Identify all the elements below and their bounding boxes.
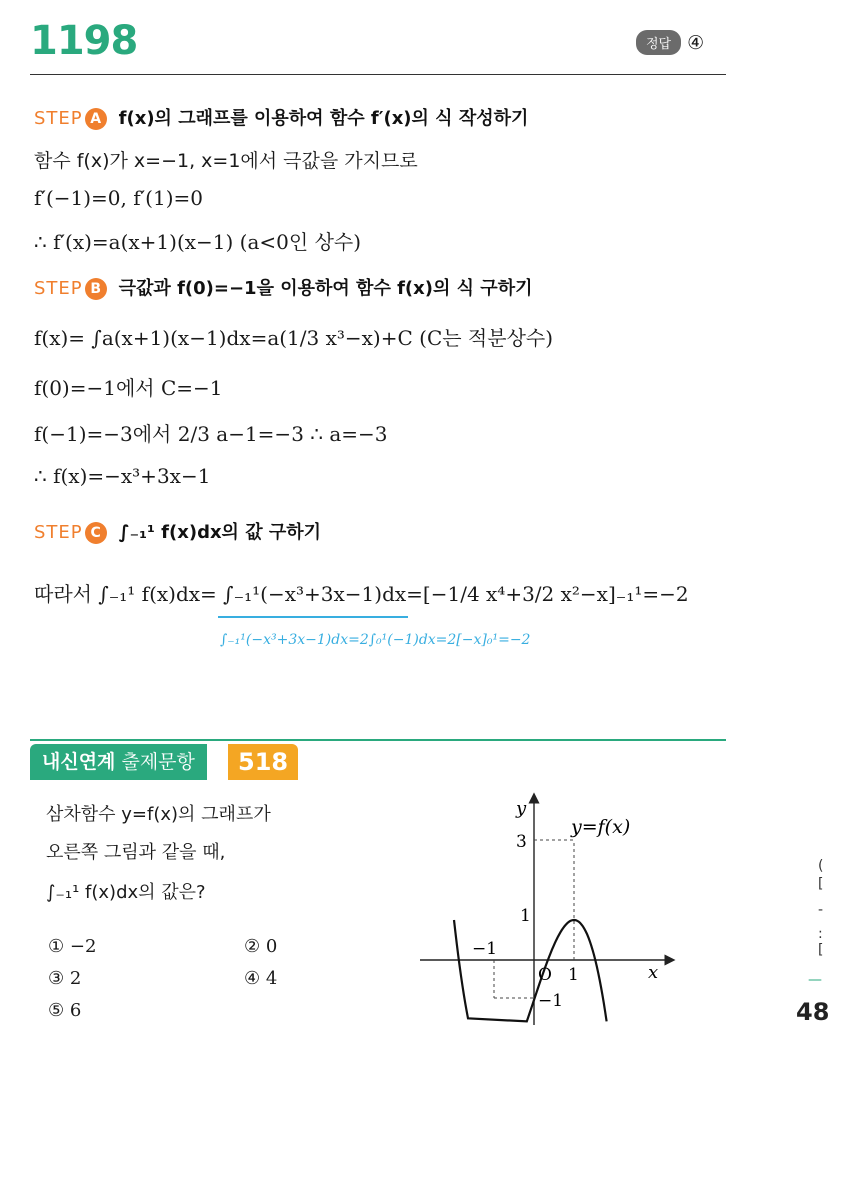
step-a-heading — [34, 104, 528, 130]
step-a-line-1: 함수 f(x)가 x=−1, x=1에서 극값을 가지므로 — [34, 150, 418, 172]
y-tick-1: 1 — [520, 906, 531, 926]
answer-value: ④ — [687, 31, 705, 54]
step-c-hint: ∫₋₁¹(−x³+3x−1)dx=2∫₀¹(−1)dx=2[−x]₀¹=−2 — [220, 632, 531, 648]
side-char-5: [ — [818, 942, 824, 958]
step-a-title: f(x)의 그래프를 이용하여 함수 f′(x)의 식 작성하기 — [118, 108, 529, 129]
side-char-2: [ — [818, 876, 824, 892]
answer-box — [636, 30, 704, 55]
side-char-1: ( — [818, 858, 824, 874]
x-tick-1: 1 — [568, 965, 579, 985]
step-b-heading — [34, 274, 532, 300]
banner-rule — [30, 739, 726, 741]
question-line-3: ∫₋₁¹ f(x)dx의 값은? — [46, 882, 206, 903]
side-char-6: — — [808, 972, 822, 988]
curve-label: y=f(x) — [571, 816, 631, 838]
step-a-label: STEP — [34, 108, 83, 129]
banner-tag-bold: 내신연계 — [42, 751, 116, 773]
step-b-title: 극값과 f(0)=−1을 이용하여 함수 f(x)의 식 구하기 — [118, 278, 533, 299]
choice-1[interactable]: ① −2 — [48, 936, 97, 957]
question-line-1: 삼차함수 y=f(x)의 그래프가 — [46, 804, 271, 825]
problem-number: 1198 — [30, 18, 138, 64]
choice-3[interactable]: ③ 2 — [48, 968, 82, 989]
choice-4[interactable]: ④ 4 — [244, 968, 278, 989]
x-tick-minus-1: −1 — [472, 939, 498, 959]
banner-tag — [30, 744, 207, 780]
step-a-line-3: ∴ f′(x)=a(x+1)(x−1) (a<0인 상수) — [34, 230, 362, 254]
step-b-letter: B — [85, 278, 107, 300]
side-char-3: - — [818, 902, 824, 918]
page-number: 48 — [796, 998, 830, 1026]
step-b-line-2: f(0)=−1에서 C=−1 — [34, 376, 223, 400]
step-c-title: ∫₋₁¹ f(x)dx의 값 구하기 — [118, 522, 322, 543]
answer-badge: 정답 — [636, 30, 681, 55]
step-a-line-2: f′(−1)=0, f′(1)=0 — [34, 186, 203, 210]
choice-5[interactable]: ⑤ 6 — [48, 1000, 82, 1021]
step-b-line-1: f(x)= ∫a(x+1)(x−1)dx=a(1/3 x³−x)+C (C는 적분상수) — [34, 326, 554, 350]
header-divider — [30, 74, 726, 75]
choice-2[interactable]: ② 0 — [244, 936, 278, 957]
banner-tag-normal: 출제문항 — [121, 751, 195, 773]
y-axis-label: y — [516, 798, 527, 819]
question-line-2: 오른쪽 그림과 같을 때, — [46, 842, 226, 863]
y-tick-3: 3 — [516, 832, 527, 852]
step-b-line-3: f(−1)=−3에서 2/3 a−1=−3 ∴ a=−3 — [34, 422, 388, 446]
step-c-letter: C — [85, 522, 107, 544]
step-c-heading — [34, 518, 321, 544]
step-b-label: STEP — [34, 278, 83, 299]
y-tick-minus-1: −1 — [538, 991, 564, 1011]
step-c-label: STEP — [34, 522, 83, 543]
step-c-line-1: 따라서 ∫₋₁¹ f(x)dx= ∫₋₁¹(−x³+3x−1)dx=[−1/4 x⁴+3/2 x²−x]₋₁¹=−2 — [34, 582, 689, 606]
banner-number: 518 — [228, 744, 298, 780]
cubic-graph — [420, 790, 680, 1030]
side-char-4: : — [818, 926, 823, 942]
step-a-letter: A — [85, 108, 107, 130]
x-axis-label: x — [648, 962, 659, 983]
cubic-curve — [454, 920, 607, 1021]
hint-underline — [218, 616, 408, 618]
origin-label: O — [538, 965, 552, 985]
step-b-line-4: ∴ f(x)=−x³+3x−1 — [34, 464, 211, 488]
